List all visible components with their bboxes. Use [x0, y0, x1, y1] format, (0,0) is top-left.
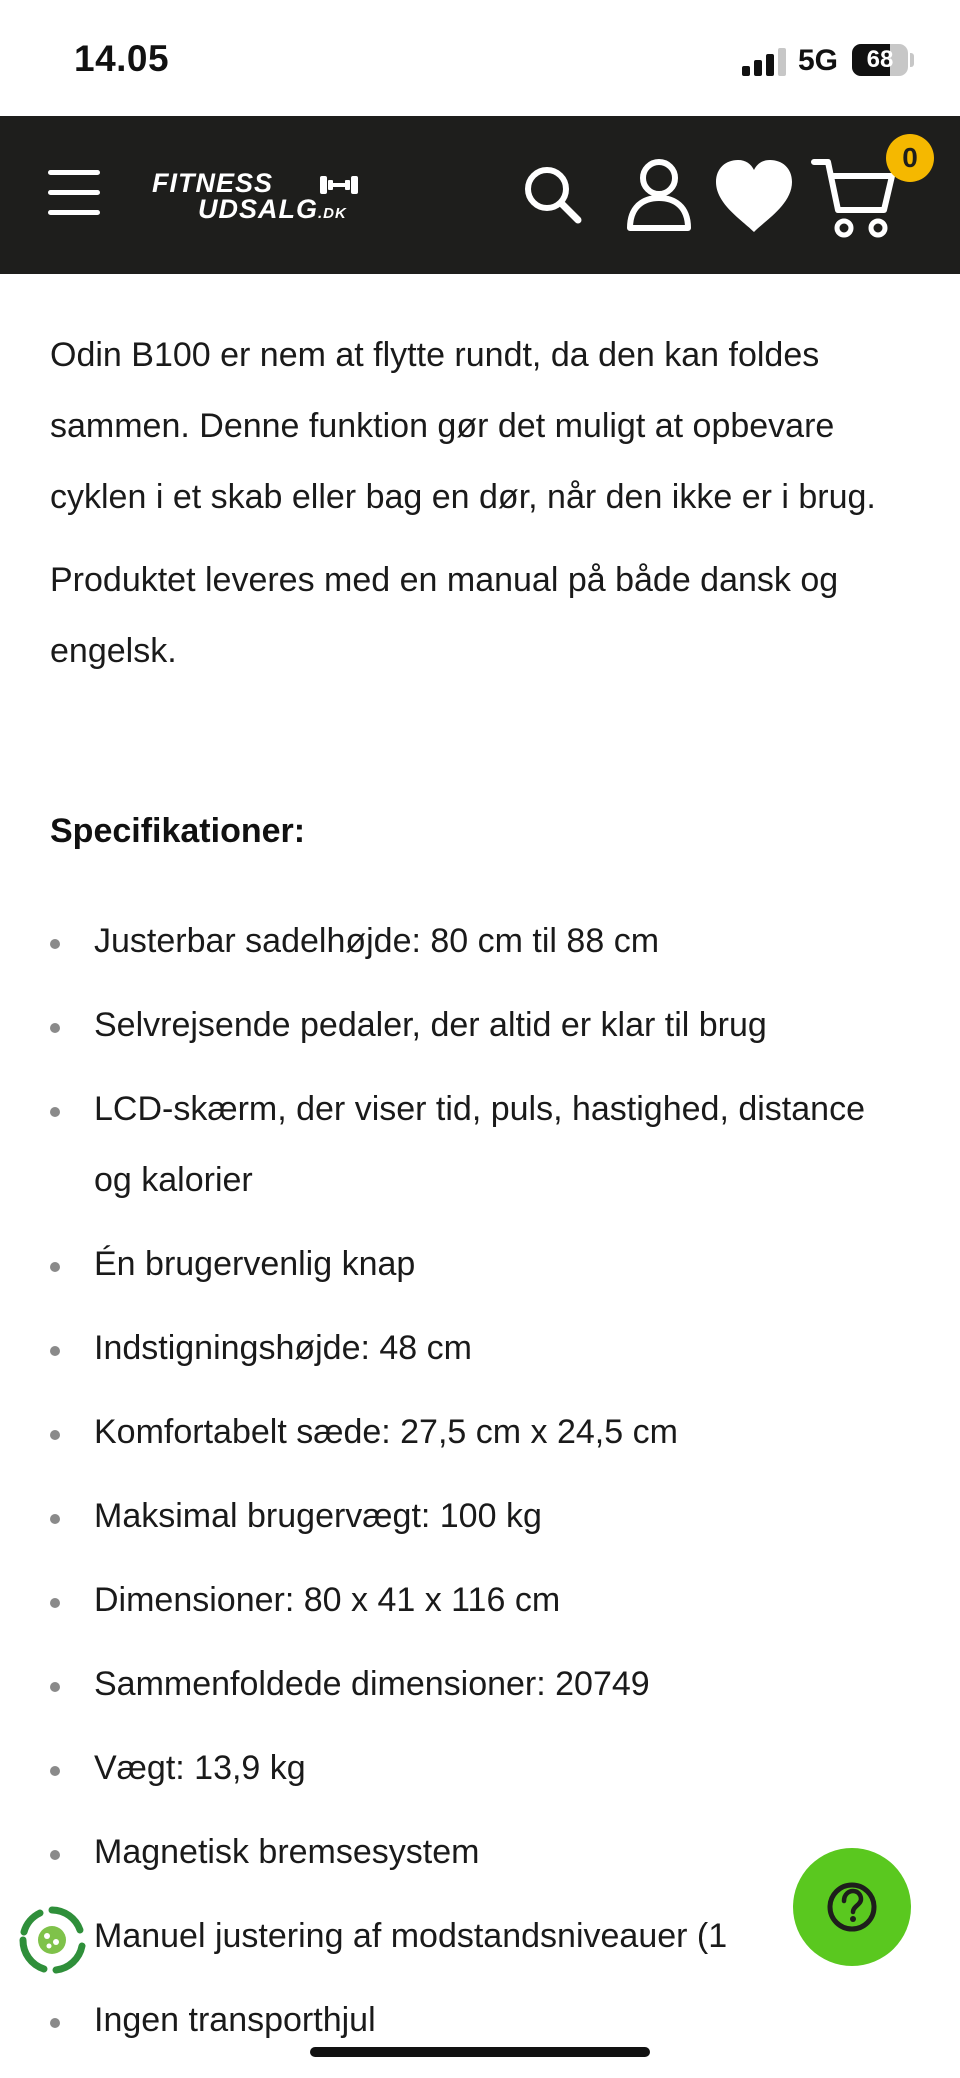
cart-count-badge: 0 — [886, 134, 934, 182]
bullet-icon — [50, 1682, 60, 1692]
bullet-icon — [50, 1346, 60, 1356]
logo-text-fitness: FITNESS — [152, 168, 274, 198]
spec-text: Dimensioner: 80 x 41 x 116 cm — [94, 1581, 561, 1619]
heart-icon[interactable] — [712, 158, 796, 234]
account-icon[interactable] — [624, 156, 694, 232]
question-icon — [793, 1848, 911, 1966]
logo-tld: .DK — [318, 205, 347, 222]
spec-item — [50, 990, 910, 1061]
spec-item — [50, 1313, 910, 1384]
home-indicator[interactable] — [310, 2047, 650, 2057]
spec-text: Komfortabelt sæde: 27,5 cm x 24,5 cm — [94, 1413, 678, 1451]
status-bar — [0, 0, 960, 116]
spec-text: LCD-skærm, der viser tid, puls, hastighed, distance og kalorier — [94, 1090, 865, 1199]
help-button[interactable] — [793, 1848, 911, 1966]
bullet-icon — [50, 1262, 60, 1272]
menu-icon — [48, 170, 100, 175]
spec-item — [50, 906, 910, 977]
spec-item — [50, 1901, 910, 1972]
menu-button[interactable] — [48, 170, 100, 216]
bullet-icon — [50, 1023, 60, 1033]
product-description — [50, 274, 920, 687]
spec-item — [50, 1565, 910, 1636]
bullet-icon — [50, 939, 60, 949]
description-paragraph: Produktet leveres med en manual på både dansk og engelsk. — [50, 561, 839, 670]
spec-text: Justerbar sadelhøjde: 80 cm til 88 cm — [94, 922, 660, 960]
network-type: 5G — [798, 44, 839, 77]
spec-item — [50, 1817, 910, 1888]
spec-text: Manuel justering af modstandsniveauer (1 — [94, 1917, 728, 1955]
spec-item — [50, 1074, 910, 1216]
menu-icon-bar — [48, 190, 100, 195]
battery-cap — [910, 53, 914, 67]
bullet-icon — [50, 1430, 60, 1440]
spec-text: Selvrejsende pedaler, der altid er klar til brug — [94, 1006, 767, 1044]
spec-item — [50, 1733, 910, 1804]
spec-item — [50, 1985, 910, 2056]
logo-text-udsalg — [198, 194, 347, 225]
spec-text: Sammenfoldede dimensioner: 20749 — [94, 1665, 650, 1703]
bullet-icon — [50, 1850, 60, 1860]
bullet-icon — [50, 1598, 60, 1608]
spec-text: Vægt: 13,9 kg — [94, 1749, 306, 1787]
spec-item — [50, 1649, 910, 1720]
site-header — [0, 116, 960, 274]
battery-level: 68 — [866, 46, 894, 73]
battery-icon — [852, 44, 908, 76]
menu-icon-bar — [48, 210, 100, 215]
spec-text: Indstigningshøjde: 48 cm — [94, 1329, 472, 1367]
spec-list — [50, 906, 910, 2069]
spec-item — [50, 1397, 910, 1468]
spec-item — [50, 1229, 910, 1300]
recycle-leaf-icon[interactable] — [16, 1904, 88, 1976]
bullet-icon — [50, 1107, 60, 1117]
logo-udsalg: UDSALG — [198, 194, 318, 224]
bullet-icon — [50, 1514, 60, 1524]
spec-heading: Specifikationer: — [50, 812, 306, 850]
spec-text: Én brugervenlig knap — [94, 1245, 416, 1283]
bullet-icon — [50, 2018, 60, 2028]
status-time: 14.05 — [74, 38, 170, 79]
bullet-icon — [50, 1766, 60, 1776]
site-logo[interactable] — [150, 168, 400, 224]
spec-item — [50, 1481, 910, 1552]
spec-text: Ingen transporthjul — [94, 2001, 376, 2039]
dumbbell-icon — [318, 174, 360, 196]
spec-text: Maksimal brugervægt: 100 kg — [94, 1497, 542, 1535]
description-paragraph: Odin B100 er nem at flytte rundt, da den kan foldes sammen. Denne funktion gør det muligt at opbevare cyklen i et skab eller bag en dør, når den ikke er i brug. — [50, 336, 876, 516]
spec-text: Magnetisk bremsesystem — [94, 1833, 480, 1871]
signal-icon — [742, 48, 788, 76]
search-icon[interactable] — [522, 164, 584, 226]
